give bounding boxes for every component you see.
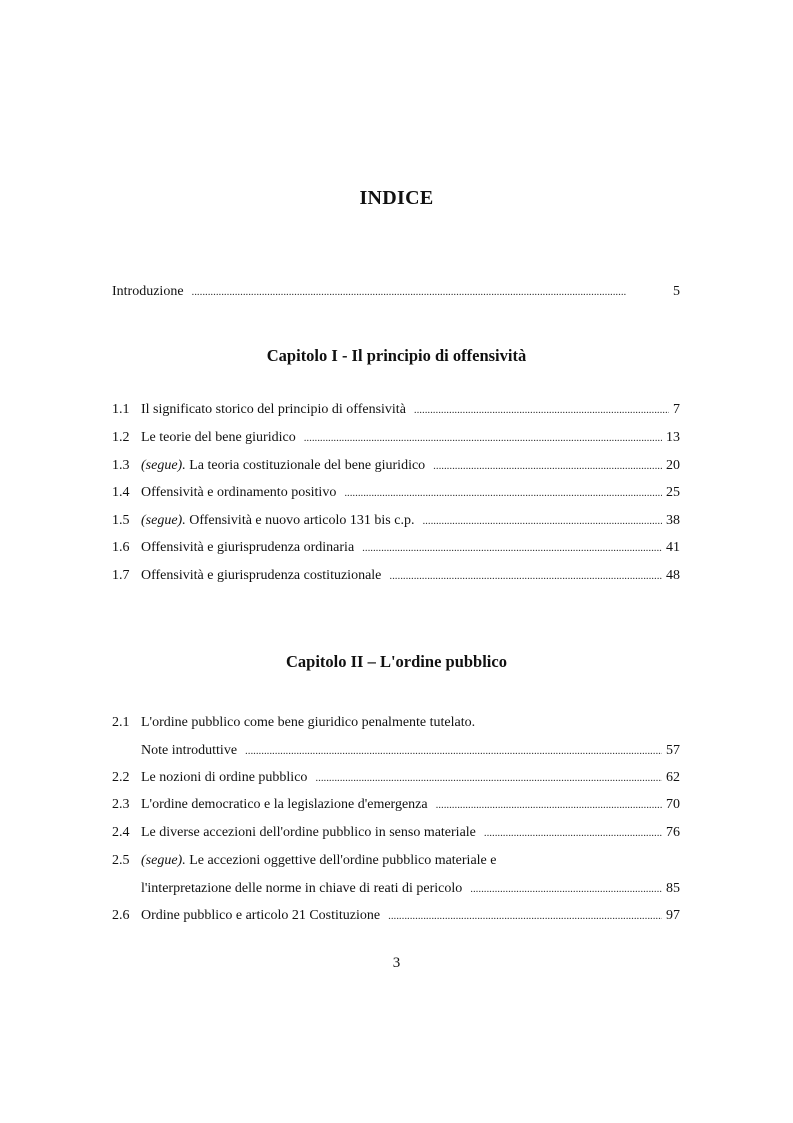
toc-entry-number: 2.2	[112, 770, 130, 785]
toc-leader-dots	[414, 404, 669, 416]
toc-entry-2-6[interactable]	[112, 908, 680, 930]
toc-entry-number: 1.7	[112, 568, 130, 583]
toc-entry-text: Introduzione	[112, 284, 184, 299]
toc-entry-text: Il significato storico del principio di offensività	[141, 402, 406, 417]
toc-entry-2-3[interactable]	[112, 797, 680, 819]
chapter-2-title: Capitolo II – L'ordine pubblico	[286, 652, 507, 671]
toc-entry-number: 1.4	[112, 485, 130, 500]
toc-leader-dots	[388, 910, 662, 922]
toc-entry-text: Ordine pubblico e articolo 21 Costituzione	[141, 908, 381, 923]
toc-entry-text	[141, 458, 425, 474]
segue-label: (segue).	[141, 513, 186, 528]
toc-leader-dots	[315, 772, 662, 784]
toc-entry-text: Note introduttive	[141, 743, 238, 758]
toc-entry-text: Offensività e giurisprudenza ordinaria	[141, 540, 355, 555]
toc-leader-dots	[433, 460, 662, 472]
toc-entry-1-2[interactable]	[112, 430, 680, 452]
toc-entry-text: Le nozioni di ordine pubblico	[141, 770, 308, 785]
toc-entry-1-1[interactable]	[112, 402, 680, 424]
toc-entry-title: Offensività e nuovo articolo 131 bis c.p.	[185, 513, 415, 528]
toc-entry-page: 13	[666, 430, 680, 445]
toc-entry-2-1-line-1[interactable]	[112, 715, 680, 737]
toc-entry-2-5-line-1[interactable]	[112, 853, 680, 875]
chapter-1-title: Capitolo I - Il principio di offensività	[266, 346, 527, 365]
toc-entry-page: 62	[666, 770, 680, 785]
toc-entry-page: 48	[666, 568, 680, 583]
toc-entry-number: 1.1	[112, 402, 130, 417]
toc-entry-introduzione[interactable]	[112, 284, 680, 306]
toc-leader-dots	[304, 432, 662, 444]
page-title: INDICE	[359, 187, 434, 209]
toc-entry-text: l'interpretazione delle norme in chiave di reati di pericolo	[141, 881, 463, 896]
toc-leader-dots	[484, 827, 662, 839]
toc-entry-2-4[interactable]	[112, 825, 680, 847]
toc-entry-page: 41	[666, 540, 680, 555]
toc-entry-page: 7	[673, 402, 680, 417]
toc-entry-text: Le teorie del bene giuridico	[141, 430, 296, 445]
toc-entry-title: Le accezioni oggettive dell'ordine pubblico materiale e	[185, 853, 497, 868]
toc-leader-dots	[245, 745, 662, 757]
toc-entry-text: L'ordine pubblico come bene giuridico penalmente tutelato.	[141, 715, 476, 730]
toc-entry-2-2[interactable]	[112, 770, 680, 792]
toc-entry-text	[141, 513, 414, 529]
toc-entry-number: 2.5	[112, 853, 130, 868]
toc-leader-dots	[389, 570, 662, 582]
toc-entry-title: La teoria costituzionale del bene giuridico	[185, 458, 426, 473]
toc-leader-dots	[362, 542, 662, 554]
segue-label: (segue).	[141, 458, 186, 473]
toc-entry-2-5-line-2[interactable]	[112, 881, 680, 903]
toc-entry-1-3[interactable]	[112, 458, 680, 480]
toc-leader-dots	[192, 286, 669, 298]
toc-entry-1-4[interactable]	[112, 485, 680, 507]
toc-entry-page: 38	[666, 513, 680, 528]
toc-entry-number: 2.1	[112, 715, 130, 730]
toc-leader-dots	[422, 515, 662, 527]
toc-entry-number: 1.2	[112, 430, 130, 445]
toc-entry-page: 5	[673, 284, 680, 299]
toc-entry-number: 1.5	[112, 513, 130, 528]
segue-label: (segue).	[141, 853, 186, 868]
toc-entry-text: Le diverse accezioni dell'ordine pubblico in senso materiale	[141, 825, 476, 840]
toc-entry-number: 2.3	[112, 797, 130, 812]
toc-entry-text: Offensività e giurisprudenza costituzionale	[141, 568, 382, 583]
toc-entry-2-1-line-2[interactable]	[112, 743, 680, 765]
toc-entry-page: 25	[666, 485, 680, 500]
toc-entry-1-5[interactable]	[112, 513, 680, 535]
toc-entry-page: 76	[666, 825, 680, 840]
toc-entry-1-6[interactable]	[112, 540, 680, 562]
toc-entry-1-7[interactable]	[112, 568, 680, 590]
toc-entry-page: 70	[666, 797, 680, 812]
toc-entry-number: 1.3	[112, 458, 130, 473]
toc-entry-page: 20	[666, 458, 680, 473]
toc-entry-number: 1.6	[112, 540, 130, 555]
toc-leader-dots	[470, 883, 662, 895]
toc-entry-page: 57	[666, 743, 680, 758]
toc-entry-text	[141, 853, 496, 869]
toc-entry-number: 2.6	[112, 908, 130, 923]
toc-entry-number: 2.4	[112, 825, 130, 840]
toc-leader-dots	[436, 799, 662, 811]
toc-entry-page: 85	[666, 881, 680, 896]
page-number: 3	[392, 955, 401, 971]
toc-entry-text: Offensività e ordinamento positivo	[141, 485, 337, 500]
toc-entry-text: L'ordine democratico e la legislazione d'emergenza	[141, 797, 428, 812]
toc-entry-page: 97	[666, 908, 680, 923]
toc-leader-dots	[344, 487, 662, 499]
